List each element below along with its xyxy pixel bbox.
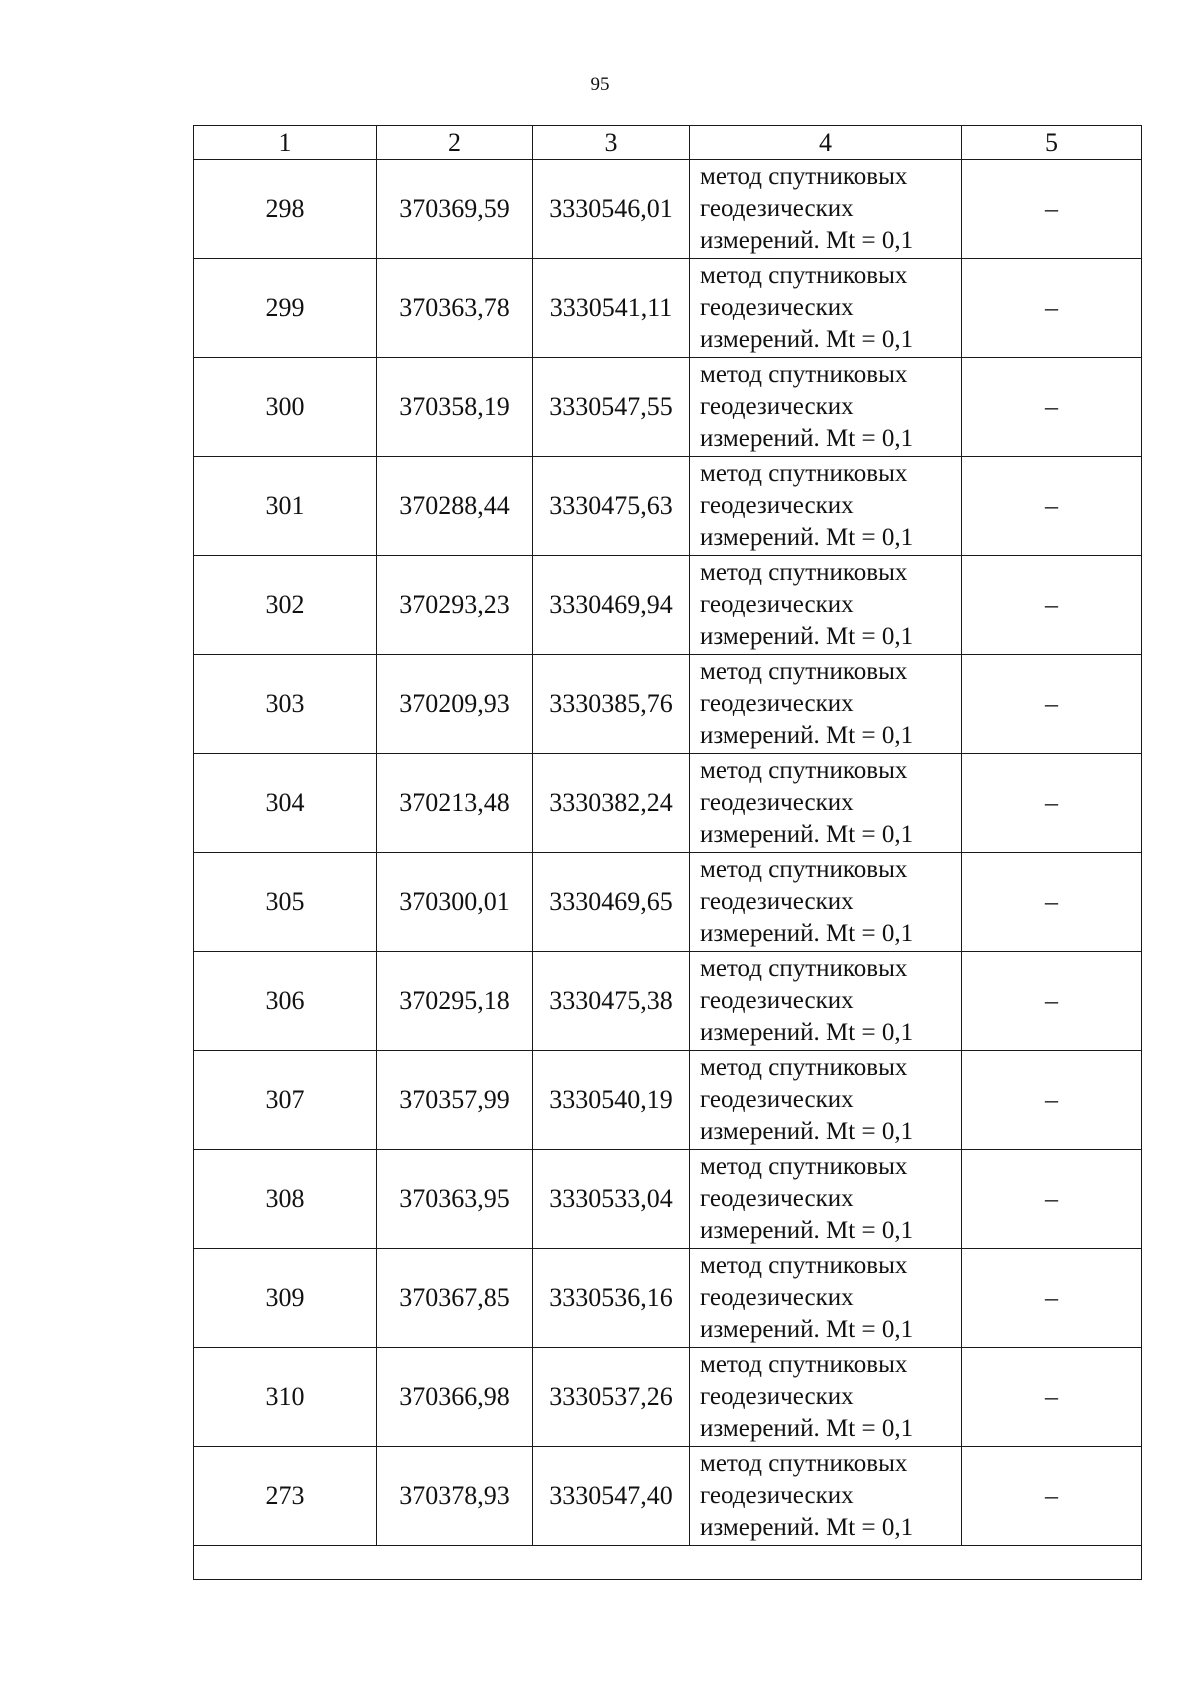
note-cell: – — [962, 259, 1142, 358]
table-row — [194, 457, 1142, 556]
method-cell — [690, 1447, 962, 1546]
method-line: метод спутниковых — [700, 559, 908, 586]
method-line: измерений. Mt = 0,1 — [700, 1514, 914, 1541]
page-number: 95 — [590, 74, 610, 95]
method-line: метод спутниковых — [700, 163, 908, 190]
method-cell — [690, 1150, 962, 1249]
method-cell — [690, 754, 962, 853]
table-row — [194, 1249, 1142, 1348]
method-line: метод спутниковых — [700, 1351, 908, 1378]
method-line: геодезических — [700, 1086, 854, 1113]
note-cell: – — [962, 1447, 1142, 1546]
point-number-cell: 308 — [194, 1150, 377, 1249]
x-coordinate-cell: 370357,99 — [377, 1051, 533, 1150]
x-coordinate-cell: 370366,98 — [377, 1348, 533, 1447]
table-row — [194, 853, 1142, 952]
column-header-4: 4 — [690, 126, 962, 160]
point-number-cell: 301 — [194, 457, 377, 556]
table-row — [194, 556, 1142, 655]
method-line: метод спутниковых — [700, 1252, 908, 1279]
method-line: геодезических — [700, 888, 854, 915]
method-cell — [690, 952, 962, 1051]
table-row — [194, 1051, 1142, 1150]
method-line: геодезических — [700, 393, 854, 420]
method-line: измерений. Mt = 0,1 — [700, 920, 914, 947]
note-cell: – — [962, 160, 1142, 259]
method-line: измерений. Mt = 0,1 — [700, 821, 914, 848]
method-line: метод спутниковых — [700, 1153, 908, 1180]
method-cell — [690, 1249, 962, 1348]
column-header-1: 1 — [194, 126, 377, 160]
point-number-cell: 305 — [194, 853, 377, 952]
x-coordinate-cell: 370300,01 — [377, 853, 533, 952]
coordinates-table — [193, 125, 1142, 1580]
point-number-cell: 307 — [194, 1051, 377, 1150]
x-coordinate-cell: 370358,19 — [377, 358, 533, 457]
table-row — [194, 754, 1142, 853]
method-cell — [690, 259, 962, 358]
point-number-cell: 306 — [194, 952, 377, 1051]
y-coordinate-cell: 3330541,11 — [533, 259, 690, 358]
y-coordinate-cell: 3330533,04 — [533, 1150, 690, 1249]
y-coordinate-cell: 3330537,26 — [533, 1348, 690, 1447]
method-line: геодезических — [700, 591, 854, 618]
column-header-3: 3 — [533, 126, 690, 160]
method-line: измерений. Mt = 0,1 — [700, 722, 914, 749]
point-number-cell: 300 — [194, 358, 377, 457]
method-line: метод спутниковых — [700, 361, 908, 388]
column-header-5: 5 — [962, 126, 1142, 160]
method-line: геодезических — [700, 492, 854, 519]
y-coordinate-cell: 3330547,55 — [533, 358, 690, 457]
method-line: геодезических — [700, 1482, 854, 1509]
x-coordinate-cell: 370213,48 — [377, 754, 533, 853]
method-line: метод спутниковых — [700, 658, 908, 685]
point-number-cell: 298 — [194, 160, 377, 259]
column-header-2: 2 — [377, 126, 533, 160]
note-cell: – — [962, 457, 1142, 556]
table-body — [194, 160, 1142, 1546]
method-line: геодезических — [700, 195, 854, 222]
note-cell: – — [962, 1249, 1142, 1348]
method-line: измерений. Mt = 0,1 — [700, 1415, 914, 1442]
method-cell — [690, 655, 962, 754]
table-row — [194, 358, 1142, 457]
method-line: геодезических — [700, 987, 854, 1014]
table-row — [194, 1447, 1142, 1546]
method-line: измерений. Mt = 0,1 — [700, 1118, 914, 1145]
note-cell: – — [962, 1150, 1142, 1249]
method-line: геодезических — [700, 1383, 854, 1410]
table-footer-row — [194, 1546, 1142, 1580]
x-coordinate-cell: 370369,59 — [377, 160, 533, 259]
method-line: метод спутниковых — [700, 262, 908, 289]
method-line: измерений. Mt = 0,1 — [700, 227, 914, 254]
method-line: измерений. Mt = 0,1 — [700, 1019, 914, 1046]
method-cell — [690, 1348, 962, 1447]
method-line: измерений. Mt = 0,1 — [700, 524, 914, 551]
method-line: измерений. Mt = 0,1 — [700, 623, 914, 650]
method-line: метод спутниковых — [700, 856, 908, 883]
table-row — [194, 160, 1142, 259]
note-cell: – — [962, 556, 1142, 655]
point-number-cell: 302 — [194, 556, 377, 655]
method-line: геодезических — [700, 1284, 854, 1311]
method-line: метод спутниковых — [700, 460, 908, 487]
table-header-row — [194, 126, 1142, 160]
method-cell — [690, 358, 962, 457]
y-coordinate-cell: 3330385,76 — [533, 655, 690, 754]
point-number-cell: 304 — [194, 754, 377, 853]
x-coordinate-cell: 370295,18 — [377, 952, 533, 1051]
method-cell — [690, 853, 962, 952]
table-row — [194, 1348, 1142, 1447]
x-coordinate-cell: 370363,95 — [377, 1150, 533, 1249]
note-cell: – — [962, 853, 1142, 952]
method-line: геодезических — [700, 690, 854, 717]
method-line: измерений. Mt = 0,1 — [700, 326, 914, 353]
y-coordinate-cell: 3330546,01 — [533, 160, 690, 259]
y-coordinate-cell: 3330469,94 — [533, 556, 690, 655]
note-cell: – — [962, 655, 1142, 754]
method-cell — [690, 1051, 962, 1150]
table-row — [194, 259, 1142, 358]
method-line: геодезических — [700, 789, 854, 816]
point-number-cell: 303 — [194, 655, 377, 754]
x-coordinate-cell: 370288,44 — [377, 457, 533, 556]
method-line: геодезических — [700, 294, 854, 321]
point-number-cell: 309 — [194, 1249, 377, 1348]
note-cell: – — [962, 1051, 1142, 1150]
table-footer-cell — [194, 1546, 1142, 1580]
x-coordinate-cell: 370363,78 — [377, 259, 533, 358]
point-number-cell: 273 — [194, 1447, 377, 1546]
method-line: метод спутниковых — [700, 757, 908, 784]
note-cell: – — [962, 358, 1142, 457]
y-coordinate-cell: 3330547,40 — [533, 1447, 690, 1546]
table-row — [194, 952, 1142, 1051]
y-coordinate-cell: 3330475,38 — [533, 952, 690, 1051]
table-row — [194, 655, 1142, 754]
y-coordinate-cell: 3330475,63 — [533, 457, 690, 556]
y-coordinate-cell: 3330536,16 — [533, 1249, 690, 1348]
method-cell — [690, 556, 962, 655]
note-cell: – — [962, 952, 1142, 1051]
y-coordinate-cell: 3330382,24 — [533, 754, 690, 853]
method-cell — [690, 160, 962, 259]
x-coordinate-cell: 370209,93 — [377, 655, 533, 754]
x-coordinate-cell: 370367,85 — [377, 1249, 533, 1348]
point-number-cell: 299 — [194, 259, 377, 358]
y-coordinate-cell: 3330540,19 — [533, 1051, 690, 1150]
method-line: метод спутниковых — [700, 1054, 908, 1081]
method-line: измерений. Mt = 0,1 — [700, 425, 914, 452]
method-line: метод спутниковых — [700, 1450, 908, 1477]
y-coordinate-cell: 3330469,65 — [533, 853, 690, 952]
method-cell — [690, 457, 962, 556]
note-cell: – — [962, 1348, 1142, 1447]
method-line: измерений. Mt = 0,1 — [700, 1217, 914, 1244]
method-line: геодезических — [700, 1185, 854, 1212]
x-coordinate-cell: 370293,23 — [377, 556, 533, 655]
method-line: метод спутниковых — [700, 955, 908, 982]
note-cell: – — [962, 754, 1142, 853]
x-coordinate-cell: 370378,93 — [377, 1447, 533, 1546]
table-row — [194, 1150, 1142, 1249]
method-line: измерений. Mt = 0,1 — [700, 1316, 914, 1343]
point-number-cell: 310 — [194, 1348, 377, 1447]
